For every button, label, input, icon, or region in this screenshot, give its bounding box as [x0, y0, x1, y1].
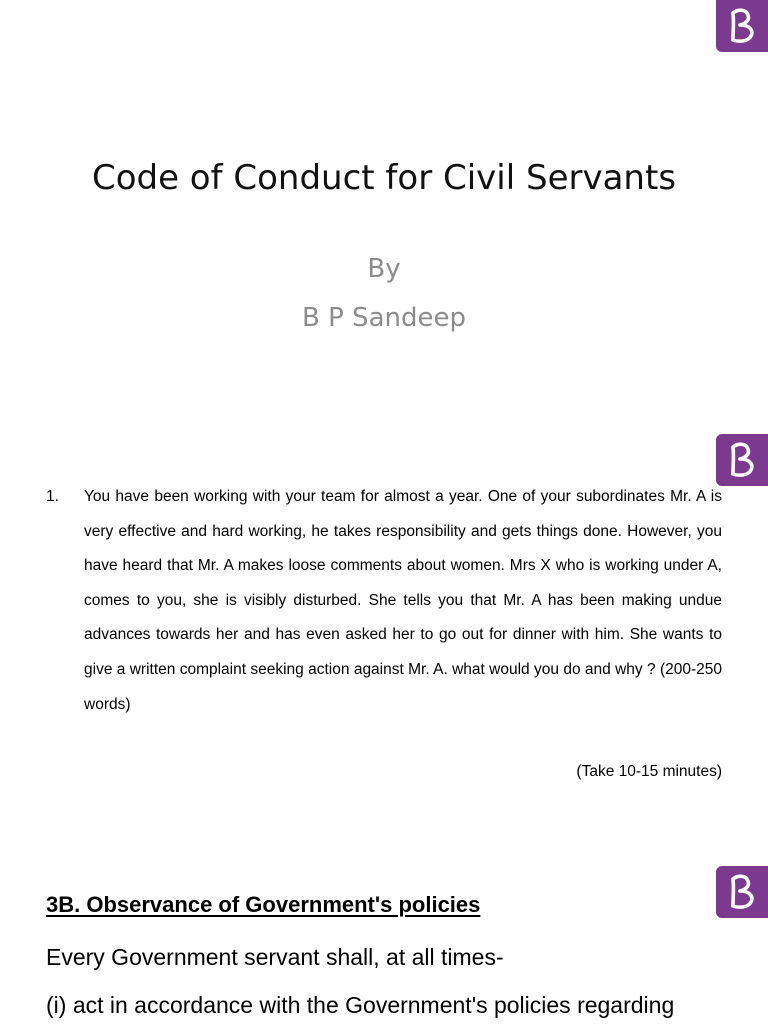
byjus-logo-icon: [716, 866, 768, 918]
byjus-logo-icon: [716, 434, 768, 486]
body-text-line: Every Government servant shall, at all times-: [46, 944, 504, 970]
body-text-line: (i) act in accordance with the Government's policies regarding: [46, 992, 675, 1018]
page-title: Code of Conduct for Civil Servants: [91, 158, 677, 198]
question-number: 1.: [46, 488, 59, 505]
byjus-logo-icon: [716, 0, 768, 52]
slide-title: [0, 0, 768, 432]
time-note: (Take 10-15 minutes): [576, 763, 722, 780]
question-text: You have been working with your team for almost a year. One of your subordinates Mr. A is very effective and hard working, he takes responsibility and gets things done. However, you have heard that Mr. A makes loose comments about women. Mrs X who is working under A, comes to you, she is visibly disturbed. She tells you that Mr. A has been making undue advances towards her and has even asked her to go out for dinner with him. She wants to give a written complaint seeking action against Mr. A. what would you do and why ? (200-250 words): [84, 488, 722, 713]
by-label: By: [367, 254, 401, 284]
slide-question: [0, 432, 768, 864]
author-name: B P Sandeep: [302, 303, 466, 333]
section-heading: 3B. Observance of Government's policies: [46, 892, 481, 917]
slide-policies: [0, 864, 768, 1024]
